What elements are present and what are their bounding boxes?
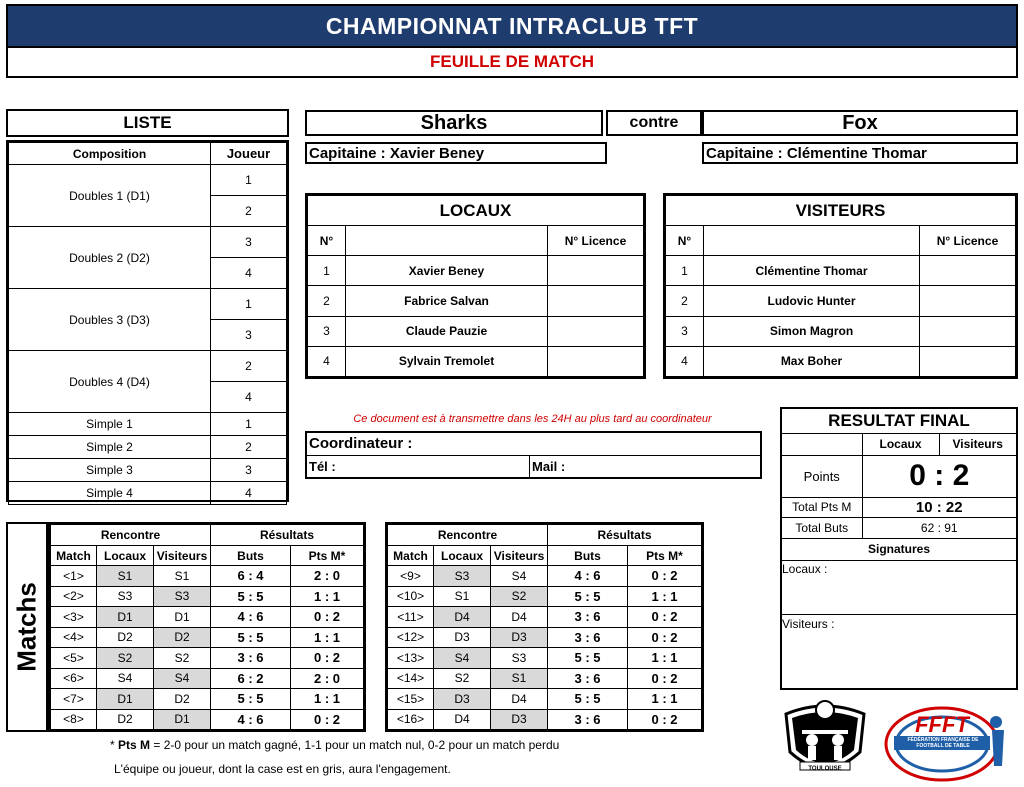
player-num: 3: [666, 316, 704, 346]
player-licence: [548, 316, 644, 346]
simple-label: Simple 2: [9, 436, 211, 459]
player-name: Simon Magron: [704, 316, 920, 346]
match-number: <14>: [388, 668, 434, 689]
resultats-header: Résultats: [211, 525, 364, 546]
player-num: 4: [308, 346, 346, 376]
simple-player: 1: [211, 413, 287, 436]
match-visiteurs: S2: [154, 648, 211, 669]
match-locaux: D1: [97, 689, 154, 710]
doubles-player: 4: [211, 258, 287, 289]
match-buts: 3 : 6: [548, 627, 628, 648]
ffft-logo-text: FFFT: [915, 712, 969, 737]
total-pts-value: 10 : 22: [862, 497, 1016, 517]
match-number: <12>: [388, 627, 434, 648]
player-licence: [920, 316, 1016, 346]
match-pts: 0 : 2: [291, 709, 364, 730]
visiteurs-col-licence: N° Licence: [920, 226, 1016, 256]
coordinateur-label: Coordinateur :: [307, 433, 760, 456]
sig-visiteurs-area[interactable]: [782, 634, 1016, 668]
player-licence: [920, 286, 1016, 316]
match-row: [388, 709, 702, 730]
match-row: [388, 586, 702, 607]
col-pts: Pts M*: [628, 546, 702, 566]
match-number: <13>: [388, 648, 434, 669]
matches-table-right: [385, 522, 704, 732]
player-name: Clémentine Thomar: [704, 256, 920, 286]
match-locaux: S1: [97, 566, 154, 587]
match-row: [51, 607, 364, 628]
match-number: <7>: [51, 689, 97, 710]
away-captain: [702, 142, 1018, 164]
page-subtitle: FEUILLE DE MATCH: [429, 52, 594, 71]
col-locaux: Locaux: [434, 546, 491, 566]
doubles-label: Doubles 4 (D4): [9, 351, 211, 413]
match-row: [51, 648, 364, 669]
match-visiteurs: S4: [154, 668, 211, 689]
match-buts: 3 : 6: [548, 668, 628, 689]
match-number: <1>: [51, 566, 97, 587]
player-licence: [548, 346, 644, 376]
away-team-name: Fox: [842, 111, 878, 134]
doubles-player: 1: [211, 165, 287, 196]
match-pts: 0 : 2: [291, 648, 364, 669]
tft-logo: [782, 696, 868, 782]
doubles-player: 4: [211, 382, 287, 413]
match-visiteurs: S3: [154, 586, 211, 607]
player-num: 3: [308, 316, 346, 346]
simple-player: 2: [211, 436, 287, 459]
match-locaux: D2: [97, 709, 154, 730]
match-number: <15>: [388, 689, 434, 710]
match-pts: 1 : 1: [628, 689, 702, 710]
match-row: [388, 627, 702, 648]
match-locaux: S4: [434, 648, 491, 669]
match-visiteurs: D3: [491, 627, 548, 648]
footnote-line2: L'équipe ou joueur, dont la case est en gris, aura l'engagement.: [114, 762, 451, 776]
match-number: <11>: [388, 607, 434, 628]
total-pts-label: Total Pts M: [782, 497, 862, 517]
match-locaux: D1: [97, 607, 154, 628]
doubles-label: Doubles 1 (D1): [9, 165, 211, 227]
total-buts-value: 62 : 91: [862, 517, 1016, 538]
match-row: [388, 648, 702, 669]
match-buts: 3 : 6: [211, 648, 291, 669]
doubles-player: 3: [211, 320, 287, 351]
subtitle-bar: [6, 46, 1018, 78]
match-locaux: D3: [434, 627, 491, 648]
col-match: Match: [388, 546, 434, 566]
player-num: 4: [666, 346, 704, 376]
match-visiteurs: D2: [154, 689, 211, 710]
visiteurs-title: VISITEURS: [666, 196, 1016, 226]
match-visiteurs: S1: [154, 566, 211, 587]
match-number: <8>: [51, 709, 97, 730]
matchs-side: [6, 522, 48, 732]
match-number: <16>: [388, 709, 434, 730]
match-row: [51, 566, 364, 587]
matchs-label: Matchs: [11, 582, 42, 672]
resultats-header: Résultats: [548, 525, 702, 546]
match-number: <3>: [51, 607, 97, 628]
match-pts: 0 : 2: [291, 607, 364, 628]
transmission-notice: Ce document est à transmettre dans les 24H au plus tard au coordinateur: [353, 413, 712, 425]
match-row: [51, 668, 364, 689]
simple-label: Simple 4: [9, 482, 211, 505]
match-row: [51, 586, 364, 607]
match-buts: 5 : 5: [211, 627, 291, 648]
col-visiteurs: Visiteurs: [491, 546, 548, 566]
match-buts: 5 : 5: [211, 689, 291, 710]
match-pts: 0 : 2: [628, 566, 702, 587]
match-buts: 4 : 6: [548, 566, 628, 587]
total-buts-label: Total Buts: [782, 517, 862, 538]
sig-locaux-area[interactable]: [782, 578, 1016, 614]
match-buts: 5 : 5: [548, 648, 628, 669]
resultat-title: RESULTAT FINAL: [782, 409, 1016, 433]
match-locaux: S1: [434, 586, 491, 607]
match-pts: 0 : 2: [628, 607, 702, 628]
rencontre-header: Rencontre: [51, 525, 211, 546]
visiteurs-col-num: N°: [666, 226, 704, 256]
match-pts: 0 : 2: [628, 668, 702, 689]
match-buts: 6 : 4: [211, 566, 291, 587]
doubles-label: Doubles 3 (D3): [9, 289, 211, 351]
col-joueur: Joueur: [211, 143, 287, 165]
match-buts: 5 : 5: [548, 689, 628, 710]
doubles-player: 2: [211, 196, 287, 227]
sig-visiteurs-label: Visiteurs :: [782, 617, 835, 632]
match-locaux: S3: [97, 586, 154, 607]
liste-title: [6, 109, 289, 137]
resultat-final: [780, 407, 1018, 690]
liste-table: [6, 140, 289, 502]
player-name: Sylvain Tremolet: [346, 346, 548, 376]
footnote-bold: Pts M: [118, 738, 151, 752]
match-locaux: S3: [434, 566, 491, 587]
locaux-table: [305, 193, 646, 379]
simple-label: Simple 3: [9, 459, 211, 482]
simple-player: 4: [211, 482, 287, 505]
match-buts: 4 : 6: [211, 709, 291, 730]
coordinateur-box: [305, 431, 762, 479]
home-team-name: Sharks: [420, 111, 488, 134]
match-visiteurs: S1: [491, 668, 548, 689]
match-pts: 2 : 0: [291, 566, 364, 587]
match-row: [51, 627, 364, 648]
away-team: [702, 110, 1018, 136]
home-captain-text: Capitaine : Xavier Beney: [309, 144, 485, 162]
match-number: <5>: [51, 648, 97, 669]
doubles-label: Doubles 2 (D2): [9, 227, 211, 289]
player-licence: [920, 256, 1016, 286]
match-locaux: D2: [97, 627, 154, 648]
col-composition: Composition: [9, 143, 211, 165]
match-locaux: D4: [434, 607, 491, 628]
col-visiteurs: Visiteurs: [154, 546, 211, 566]
match-visiteurs: D1: [154, 709, 211, 730]
match-row: [388, 566, 702, 587]
col-match: Match: [51, 546, 97, 566]
matches-table-left: [48, 522, 366, 732]
doubles-player: 2: [211, 351, 287, 382]
match-locaux: S2: [97, 648, 154, 669]
match-buts: 3 : 6: [548, 607, 628, 628]
match-pts: 1 : 1: [291, 689, 364, 710]
match-pts: 0 : 2: [628, 709, 702, 730]
match-visiteurs: D2: [154, 627, 211, 648]
match-row: [51, 689, 364, 710]
col-locaux: Locaux: [97, 546, 154, 566]
match-number: <4>: [51, 627, 97, 648]
doubles-player: 3: [211, 227, 287, 258]
liste-title-text: LISTE: [123, 113, 172, 132]
sig-locaux-label: Locaux :: [782, 562, 828, 577]
match-pts: 1 : 1: [291, 586, 364, 607]
match-buts: 3 : 6: [548, 709, 628, 730]
match-visiteurs: D4: [491, 607, 548, 628]
ffft-logo-subtext: FÉDÉRATION FRANÇAISE DE FOOTBALL DE TABLE: [907, 737, 979, 749]
locaux-col-name: [346, 226, 548, 256]
match-visiteurs: S2: [491, 586, 548, 607]
match-number: <9>: [388, 566, 434, 587]
player-num: 1: [308, 256, 346, 286]
col-buts: Buts: [548, 546, 628, 566]
match-pts: 0 : 2: [628, 627, 702, 648]
match-row: [388, 607, 702, 628]
versus-text: contre: [629, 114, 679, 131]
match-locaux: D4: [434, 709, 491, 730]
coordinateur-tel: Tél :: [307, 456, 530, 478]
match-visiteurs: S4: [491, 566, 548, 587]
player-num: 1: [666, 256, 704, 286]
home-captain: [305, 142, 607, 164]
player-name: Max Boher: [704, 346, 920, 376]
ffft-logo: [884, 700, 1020, 782]
match-row: [388, 668, 702, 689]
match-pts: 1 : 1: [628, 648, 702, 669]
match-visiteurs: D3: [491, 709, 548, 730]
player-licence: [548, 286, 644, 316]
match-visiteurs: D4: [491, 689, 548, 710]
points-score: 0 : 2: [862, 455, 1016, 497]
resultat-col-visiteurs: Visiteurs: [939, 433, 1016, 455]
match-number: <10>: [388, 586, 434, 607]
match-buts: 5 : 5: [548, 586, 628, 607]
col-pts: Pts M*: [291, 546, 364, 566]
player-num: 2: [308, 286, 346, 316]
match-buts: 5 : 5: [211, 586, 291, 607]
tft-logo-text: TOULOUSE: [808, 766, 842, 772]
match-pts: 2 : 0: [291, 668, 364, 689]
player-name: Fabrice Salvan: [346, 286, 548, 316]
points-label: Points: [782, 455, 862, 497]
match-number: <2>: [51, 586, 97, 607]
page-title: CHAMPIONNAT INTRACLUB TFT: [325, 12, 699, 39]
footnote: [110, 738, 559, 752]
versus: [606, 110, 702, 136]
coordinateur-mail: Mail :: [532, 459, 566, 474]
player-name: Xavier Beney: [346, 256, 548, 286]
col-buts: Buts: [211, 546, 291, 566]
visiteurs-col-name: [704, 226, 920, 256]
match-visiteurs: D1: [154, 607, 211, 628]
match-locaux: D3: [434, 689, 491, 710]
footnote-text: = 2-0 pour un match gagné, 1-1 pour un match nul, 0-2 pour un match perdu: [150, 738, 560, 752]
rencontre-header: Rencontre: [388, 525, 548, 546]
match-buts: 6 : 2: [211, 668, 291, 689]
match-pts: 1 : 1: [291, 627, 364, 648]
resultat-col-locaux: Locaux: [862, 433, 939, 455]
title-bar: [6, 4, 1018, 48]
match-number: <6>: [51, 668, 97, 689]
locaux-col-num: N°: [308, 226, 346, 256]
footnote-star: *: [110, 738, 119, 752]
player-licence: [548, 256, 644, 286]
locaux-title: LOCAUX: [308, 196, 644, 226]
player-licence: [920, 346, 1016, 376]
player-name: Claude Pauzie: [346, 316, 548, 346]
locaux-col-licence: N° Licence: [548, 226, 644, 256]
player-num: 2: [666, 286, 704, 316]
away-captain-text: Capitaine : Clémentine Thomar: [706, 144, 927, 162]
match-buts: 4 : 6: [211, 607, 291, 628]
home-team: [305, 110, 603, 136]
match-pts: 1 : 1: [628, 586, 702, 607]
simple-player: 3: [211, 459, 287, 482]
match-visiteurs: S3: [491, 648, 548, 669]
doubles-player: 1: [211, 289, 287, 320]
signatures-title: Signatures: [782, 538, 1016, 560]
match-locaux: S4: [97, 668, 154, 689]
match-row: [51, 709, 364, 730]
simple-label: Simple 1: [9, 413, 211, 436]
resultat-blank: [782, 433, 862, 455]
match-locaux: S2: [434, 668, 491, 689]
visiteurs-table: [663, 193, 1018, 379]
match-row: [388, 689, 702, 710]
player-name: Ludovic Hunter: [704, 286, 920, 316]
